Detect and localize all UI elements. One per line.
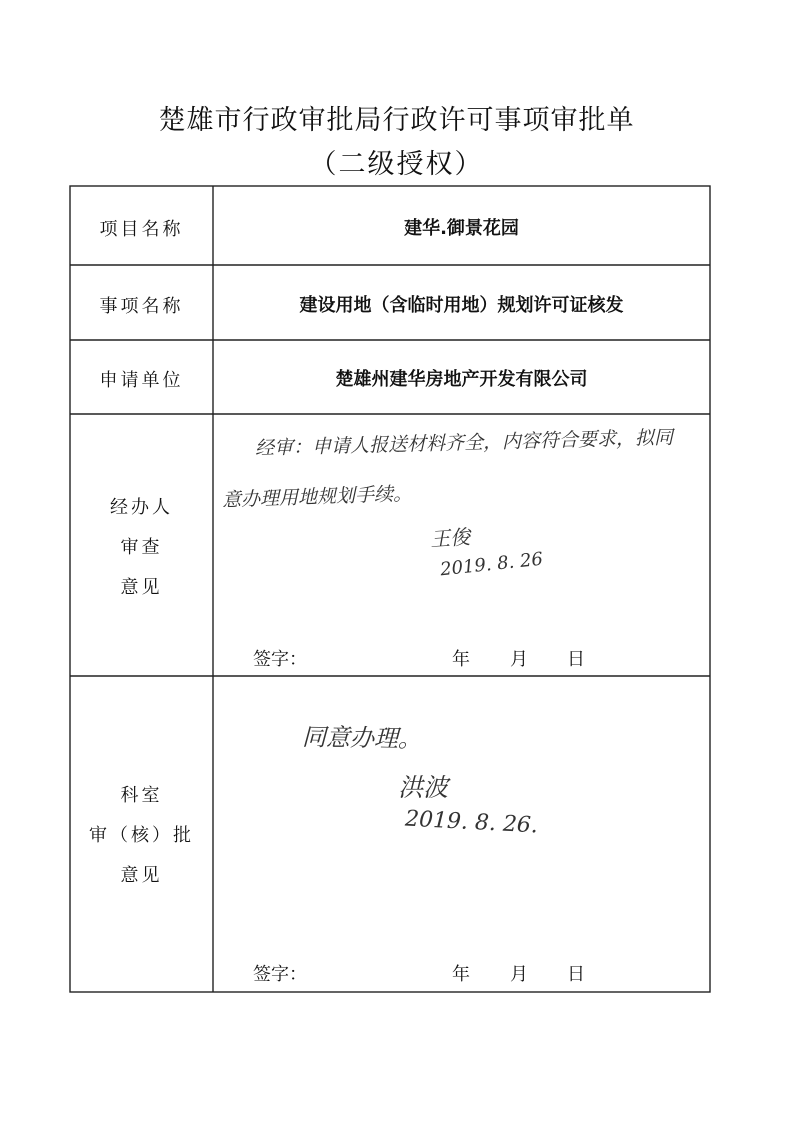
label-line: 科室 (120, 785, 163, 806)
handwritten-approval-signer: 洪波 (398, 773, 449, 802)
project-name-label: 项目名称 (99, 219, 184, 240)
applicant-value: 楚雄州建华房地产开发有限公司 (335, 369, 588, 390)
handwritten-approval-comment: 同意办理。 (301, 722, 423, 754)
page-subtitle: （二级授权） (309, 149, 484, 180)
handwritten-approval-date: 2019. 8. 26. (404, 806, 539, 839)
approval-day-label: 日 (567, 964, 585, 985)
handler-day-label: 日 (567, 649, 585, 670)
label-line: 审（核）批 (89, 825, 194, 846)
approval-month-label: 月 (510, 964, 528, 985)
handler-review-label (70, 488, 213, 608)
handler-year-label: 年 (452, 649, 470, 670)
section-approval-label (70, 776, 213, 896)
handwritten-review-date: 2019. 8. 26 (439, 548, 544, 581)
applicant-label: 申请单位 (99, 370, 184, 391)
handler-sign-label: 签字： (253, 649, 307, 670)
handler-month-label: 月 (510, 649, 528, 670)
approval-year-label: 年 (452, 964, 470, 985)
label-line: 意见 (120, 865, 163, 886)
handwritten-review-comment-2: 意办理用地规划手续。 (221, 482, 413, 512)
handwritten-review-comment-1: 经审：申请人报送材料齐全，内容符合要求，拟同 (254, 426, 674, 460)
matter-name-value: 建设用地（含临时用地）规划许可证核发 (299, 295, 624, 316)
page-title: 楚雄市行政审批局行政许可事项审批单 (158, 105, 635, 136)
approval-sign-label: 签字： (253, 964, 307, 985)
label-line: 经办人 (110, 497, 173, 518)
handwritten-review-signer: 王俊 (429, 524, 471, 552)
matter-name-label: 事项名称 (99, 296, 184, 317)
label-line: 意见 (120, 577, 163, 598)
label-line: 审查 (120, 537, 163, 558)
project-name-value: 建华.御景花园 (404, 218, 519, 239)
